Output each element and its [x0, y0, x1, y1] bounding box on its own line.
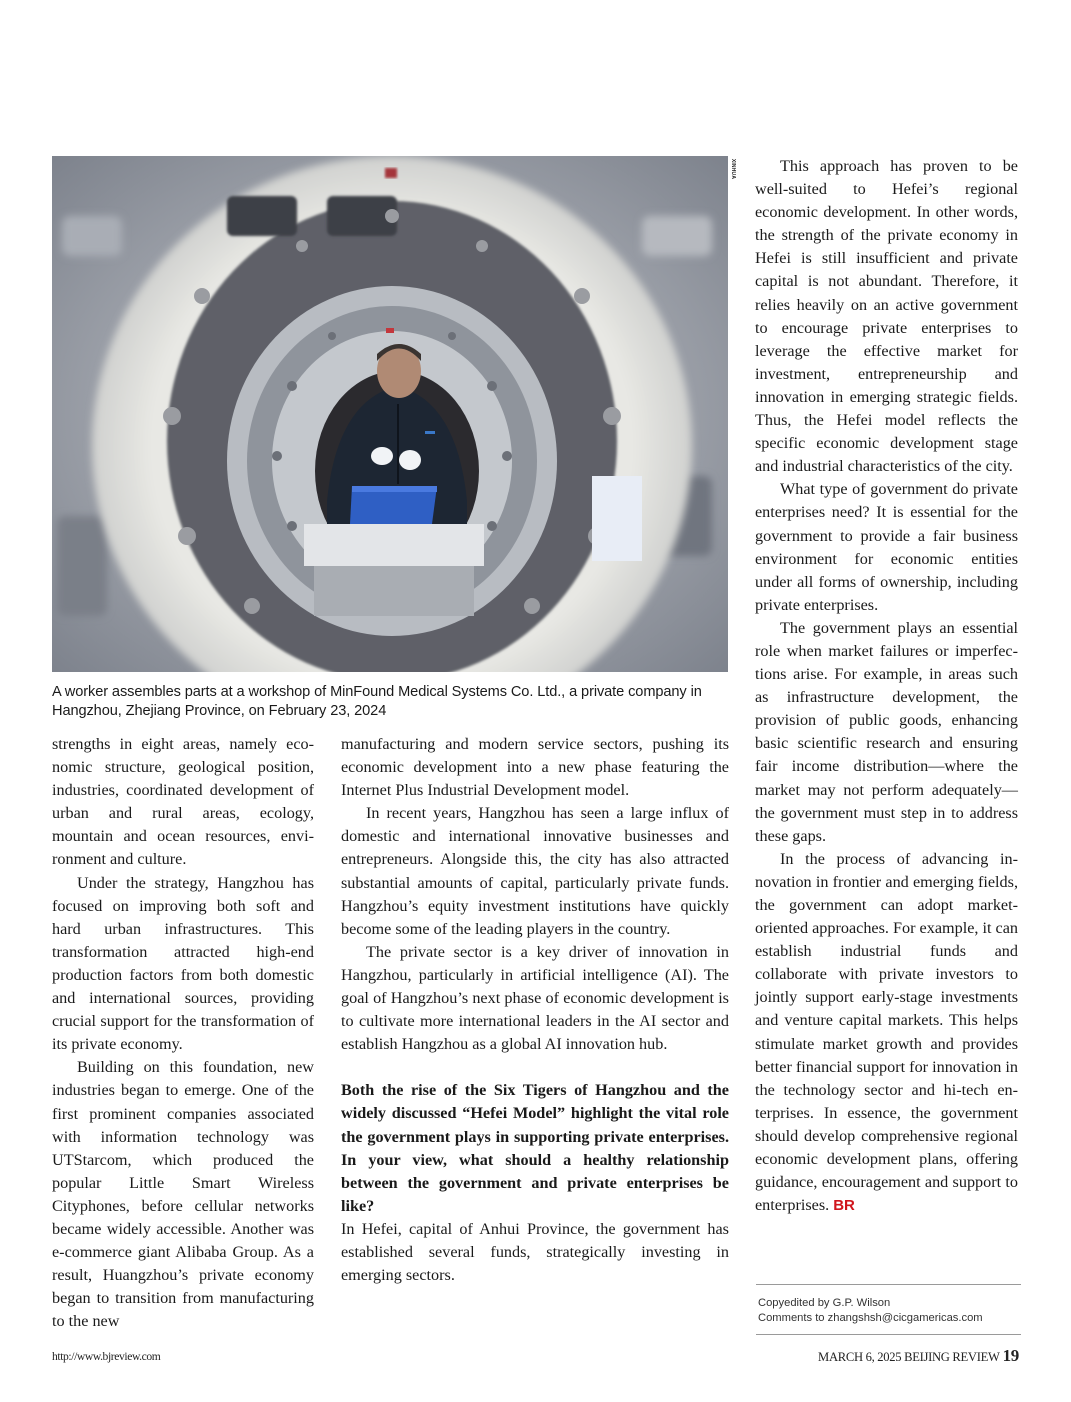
credits-box	[756, 1284, 1021, 1335]
photo-credit: XINHUA	[730, 158, 737, 180]
page-number: 19	[1002, 1346, 1019, 1365]
photo-caption: A worker assembles parts at a workshop of MinFound Medical Systems Co. Ltd., a private company in Hangzhou, Zhejiang Province, on February 23, 2024	[52, 684, 702, 719]
paragraph: Under the strategy, Hangzhou has focused on improving both soft and hard urban infrastructures. This transformation attracted high-end production factors from both domestic and international sources, providing crucial support for the transformation of its private economy.	[52, 873, 314, 1054]
paragraph: What type of government do private enterprises need? It is essential for the government to provide a fair business environment for economic entities under all forms of ownership, including private enterprises.	[755, 480, 1018, 614]
paragraph: In recent years, Hangzhou has seen a large influx of domestic and international innovative businesses and entrepreneurs. Alongside this, the city has also attracted substantial amounts of capital, particularly private funds. Hangzhou’s equity investment institutions have quickly become some of the leading players in the country.	[341, 804, 729, 938]
paragraph: strengths in eight areas, namely economic structure, geological position, industries, coordinated development of urban and rural areas, ecology, mountain and ocean resources, environment and culture.	[52, 735, 314, 869]
interview-answer: In Hefei, capital of Anhui Province, the government has established several funds, strategically investing in emerging sectors.	[341, 1219, 729, 1285]
end-mark: BR	[833, 1197, 855, 1215]
article-column-3	[755, 155, 1018, 1217]
article-photo	[52, 156, 728, 672]
comments-contact: Comments to zhangshsh@cicgamericas.com	[758, 1312, 983, 1324]
article-column-2	[341, 733, 729, 1287]
paragraph: The government plays an essential role when market failures or imperfections arise. For example, in areas such as infrastructure development, the provision of public goods, enhancing basic scientific research and ensuring fair income distribution—where the market may not perform adequately—the government must step in to address these gaps.	[755, 618, 1018, 845]
article-column-1	[52, 733, 314, 1333]
work-table	[304, 524, 484, 566]
final-paragraph-text: In the process of advancing innovation in frontier and emerging fields, the government can adopt market-oriented approaches. For example, it can establish industrial funds and collaborate with private investors to jointly support early-stage investments and venture capital markets. This helps stimulate market growth and provides better financial support for innovation in the technology sector and hi-tech enterprises. In essence, the government should develop comprehensive regional economic development plans, offering guidance, encouragement and support to enterprises.	[755, 849, 1018, 1215]
copyeditor-credit: Copyedited by G.P. Wilson	[758, 1297, 891, 1309]
footer-issue	[818, 1346, 1019, 1366]
posted-notice	[592, 476, 642, 561]
paragraph: This approach has proven to be well-suited to Hefei’s regional economic development. In other words, the strength of the private economy in Hefei is still insufficient and private capital is not abundant. Therefore, it relies heavily on an active government to encourage private enterprises to leverage the effective market for investment, entrepreneurship and innovation in emerging strategic fields. Thus, the Hefei model reflects the specific economic development stage and industrial characteristics of the city.	[755, 157, 1018, 476]
paragraph: Building on this foundation, new industries began to emerge. One of the first prominent companies associated with information technology was UTStarcom, which produced the popular Little Smart Wireless Cityphones, before cellular networks became widely accessible. Another was e-commerce giant Alibaba Group. As a result, Huangzhou’s private economy began to transition from manufacturing to the new	[52, 1058, 314, 1331]
interview-question: Both the rise of the Six Tigers of Hangzhou and the widely discussed “Hefei Model” highlight the vital role the government plays in supporting private enterprises. In your view, what should a healthy relationship between the government and private enterprises be like?	[341, 1081, 729, 1215]
white-glove-left	[371, 447, 393, 465]
photo-illustration	[52, 156, 728, 672]
footer-url[interactable]: http://www.bjreview.com	[52, 1350, 161, 1363]
paragraph: The private sector is a key driver of innovation in Hangzhou, particularly in artificial intelligence (AI). The goal of Hangzhou’s next phase of economic development is to cultivate more international leaders in the AI sector and establish Hangzhou as a global AI innovation hub.	[341, 942, 729, 1054]
issue-info: MARCH 6, 2025 BEIJING REVIEW	[818, 1350, 1000, 1364]
paragraph: manufacturing and modern service sectors, pushing its economic development into a new phase featuring the Internet Plus Industrial Development model.	[341, 735, 729, 800]
white-glove-right	[399, 450, 421, 470]
final-paragraph	[755, 848, 1018, 1218]
